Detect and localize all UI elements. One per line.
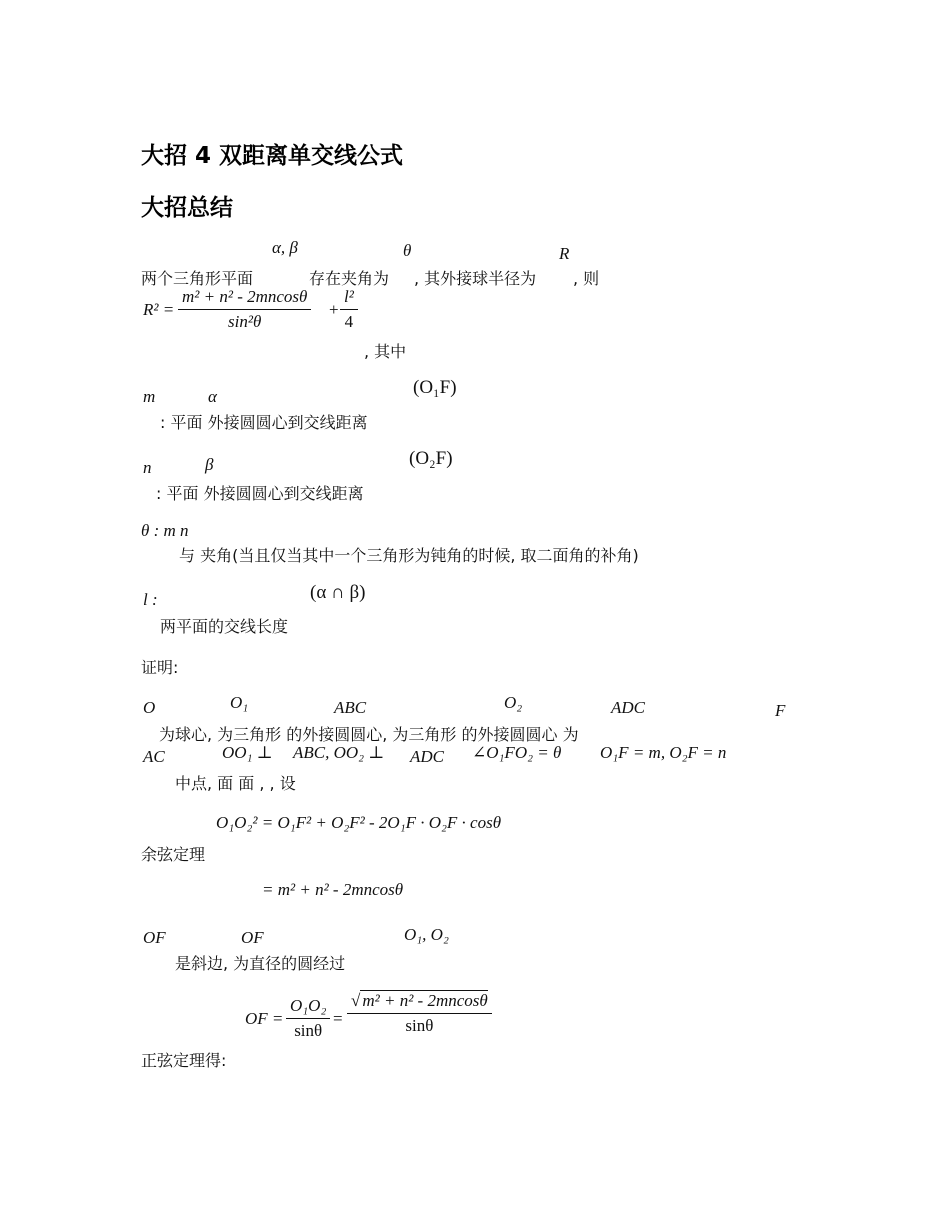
proof-OO1: OO₁ ⊥	[222, 743, 273, 762]
theta-text: 与 夹角(当且仅当其中一个三角形为钝角的时候, 取二面角的补角)	[179, 546, 639, 565]
sine-fraction-bar	[286, 1018, 330, 1019]
fraction-bar	[178, 309, 311, 310]
sine-label: 正弦定理得:	[141, 1051, 227, 1070]
sine-denominator: sinθ	[294, 1021, 323, 1040]
proof-ABC-OO2: ABC, OO₂ ⊥	[293, 743, 385, 762]
n-variable: n	[143, 458, 152, 477]
proof-O1-O2: O₁, O₂	[404, 925, 449, 944]
radius-math: R	[559, 244, 570, 263]
proof-line-1: 为球心, 为三角形 的外接圆圆心, 为三角形 的外接圆圆心 为	[159, 725, 579, 744]
m-variable: m	[143, 387, 156, 406]
proof-O2: O₂	[504, 693, 523, 712]
proof-condition: O₁F = m, O₂F = n	[600, 743, 727, 762]
proof-F: F	[775, 701, 786, 720]
proof-O1: O₁	[230, 693, 249, 712]
n-text: : 平面 外接圆圆心到交线距离	[156, 484, 364, 503]
l-text: 两平面的交线长度	[160, 617, 289, 636]
sine-fraction-bar-2	[347, 1013, 492, 1014]
cosine-formula: O₁O₂² = O₁F² + O₂F² - 2O₁F · O₂F · cosθ	[216, 813, 502, 832]
intro-text-c: , 其外接球半径为	[414, 269, 537, 288]
proof-line-3: 是斜边, 为直径的圆经过	[175, 954, 346, 973]
intro-text-d: , 则	[573, 269, 600, 288]
proof-angle: ∠O₁FO₂ = θ	[472, 743, 562, 762]
n-paren: (O₂F)	[409, 448, 453, 469]
proof-label: 证明:	[141, 658, 179, 677]
proof-ADC-2: ADC	[410, 747, 444, 766]
cosine-result: = m² + n² - 2mncosθ	[262, 880, 404, 899]
cosine-label: 余弦定理	[141, 845, 206, 864]
sine-lhs: OF =	[245, 1009, 284, 1028]
proof-OF-2: OF	[241, 928, 264, 947]
formula-tail: , 其中	[364, 342, 407, 361]
l-variable: l :	[143, 590, 158, 609]
intro-text-a: 两个三角形平面	[141, 269, 254, 288]
section-heading: 大招总结	[141, 195, 233, 221]
n-plane: β	[205, 455, 214, 474]
formula-denominator-2: 4	[344, 312, 354, 331]
m-text: : 平面 外接圆圆心到交线距离	[160, 413, 368, 432]
formula-denominator: sin²θ	[228, 312, 262, 331]
intro-text-b: 存在夹角为	[309, 269, 390, 288]
formula-fraction-2	[340, 287, 358, 332]
page-title: 大招 4 双距离单交线公式	[141, 143, 404, 169]
l-paren: (α ∩ β)	[310, 582, 366, 603]
fraction-bar-2	[340, 309, 358, 310]
sine-denominator-2: sinθ	[405, 1016, 434, 1035]
proof-OF: OF	[143, 928, 166, 947]
sqrt-symbol: √	[351, 991, 361, 1010]
proof-O: O	[143, 698, 156, 717]
formula-numerator: m² + n² - 2mncosθ	[182, 287, 308, 306]
m-paren: (O₁F)	[413, 377, 457, 398]
formula-numerator-2: l²	[344, 287, 354, 306]
sine-equals: =	[333, 1009, 343, 1028]
formula-plus: +	[329, 300, 339, 319]
proof-ADC: ADC	[611, 698, 645, 717]
proof-AC: AC	[143, 747, 165, 766]
formula-lhs: R² =	[143, 300, 175, 319]
m-plane: α	[208, 387, 217, 406]
planes-math: α, β	[272, 238, 298, 257]
theta-variable: θ : m n	[141, 521, 189, 540]
sine-numerator: O₁O₂	[290, 996, 327, 1015]
sine-fraction-2	[347, 990, 492, 1036]
angle-math: θ	[403, 241, 412, 260]
proof-ABC: ABC	[334, 698, 367, 717]
sine-radical	[347, 990, 492, 1011]
sine-numerator-2: m² + n² - 2mncosθ	[362, 991, 488, 1010]
sine-fraction-1	[286, 996, 330, 1041]
proof-line-2: 中点, 面 面 , , 设	[175, 774, 296, 793]
formula-fraction-1	[178, 287, 311, 332]
